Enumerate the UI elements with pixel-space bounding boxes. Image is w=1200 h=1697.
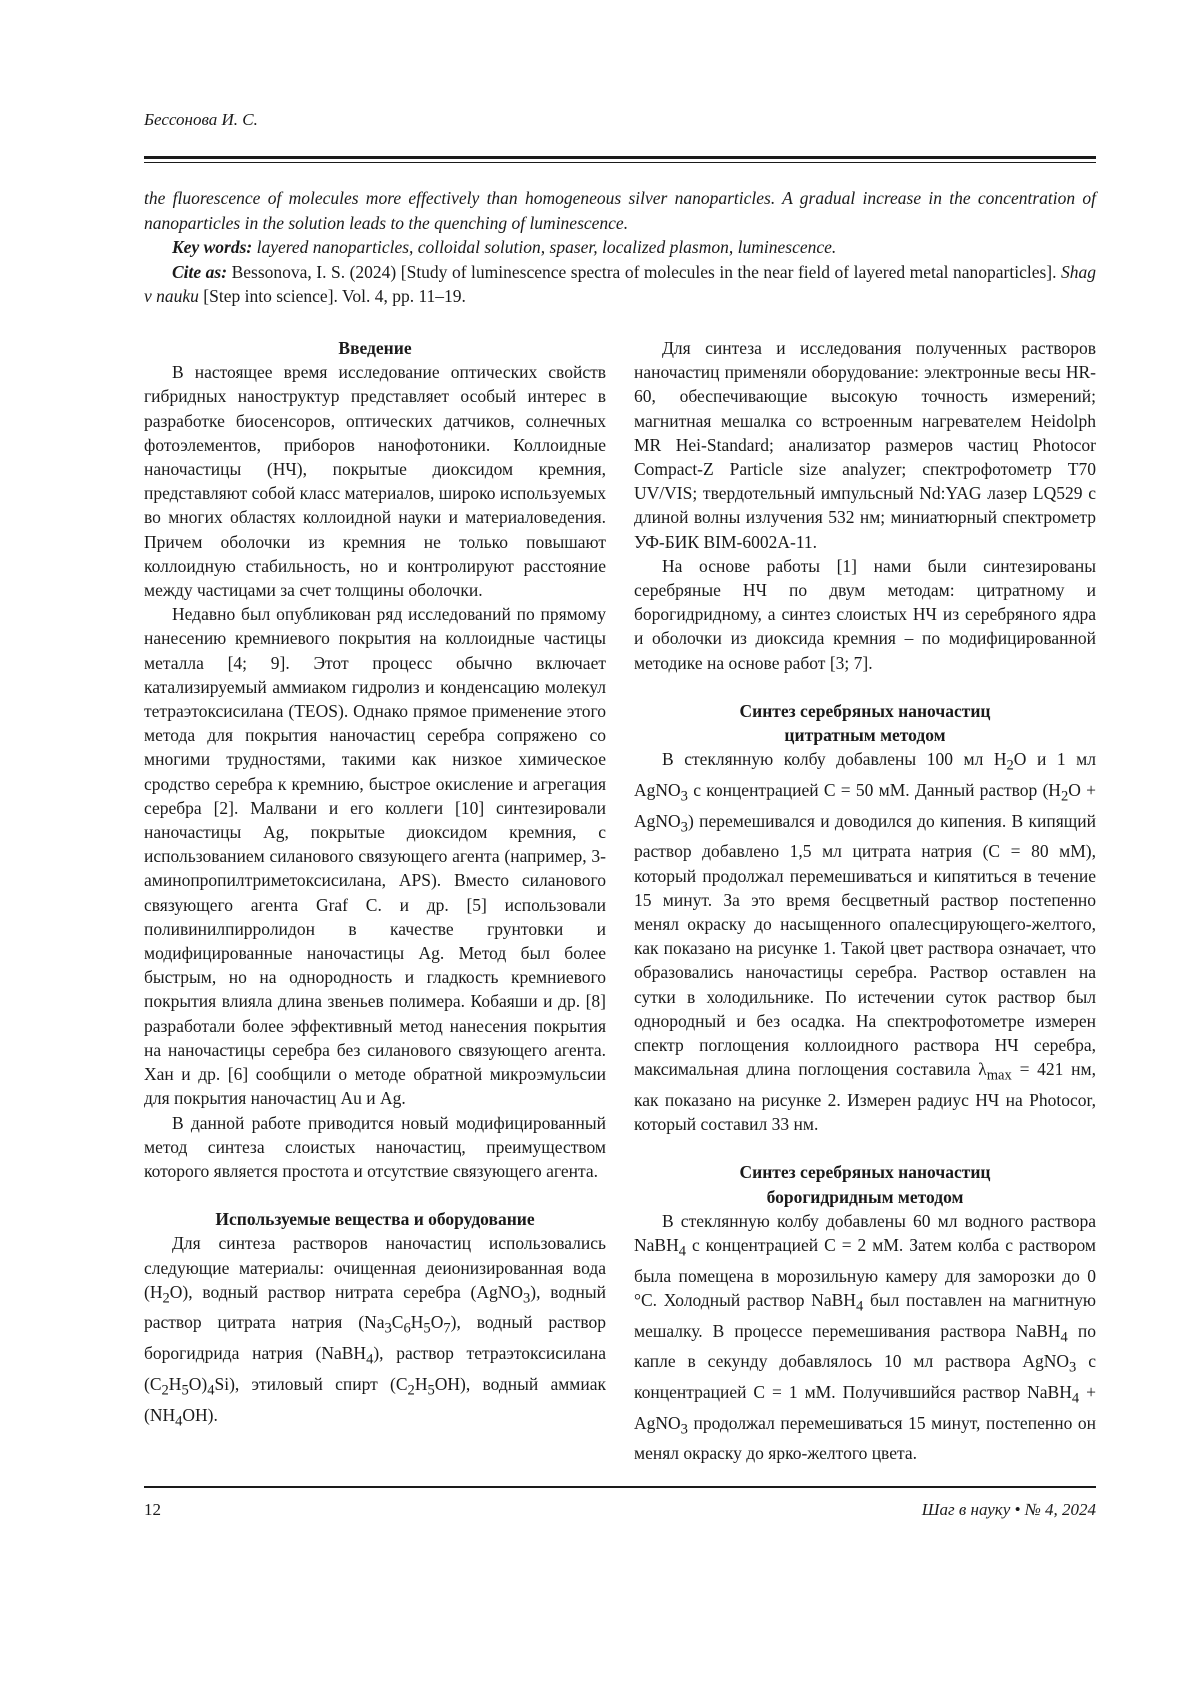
heading-borohydride-method: Синтез серебряных наночастиц борогидридным методом — [739, 1162, 991, 1207]
left-column — [144, 336, 606, 1433]
running-header-author: Бессонова И. С. — [144, 110, 258, 129]
abstract-block — [144, 186, 1096, 309]
cite-part1: Bessonova, I. S. (2024) [Study of luminescence spectra of molecules in the near field of layered metal nanoparticles]. — [231, 261, 1057, 282]
page-number: 12 — [144, 1500, 161, 1519]
keywords — [144, 235, 1096, 260]
cite-part2: [Step into science]. Vol. 4, pp. 11–19. — [203, 286, 466, 306]
footer-rule — [144, 1486, 1096, 1488]
heading-introduction: Введение — [338, 338, 412, 358]
materials-paragraph-3: На основе работы [1] нами были синтезированы серебряные НЧ по двум методам: цитратному и борогидридному, а синтез слоистых НЧ из серебряного ядра и оболочки из диоксида кремния – по модифицированной методике на основе работ [3; 7]. — [634, 555, 1096, 673]
citrate-paragraph: В стеклянную колбу добавлены 100 мл $H_2O$ и 1 мл AgNO$_3$ с концентрацией C = 50 мМ. Данный раствор ($H_2O$ + AgNO$_3$) перемешивался и доводился до кипения. В кипящий раствор добавлено 1,5 мл цитрата натрия (C = 80 мМ), который продолжал перемешиваться и кипятиться в течение 15 минут. За это время бесцветный раствор постепенно менял окраску до насыщенного опалесцирующего-желтого, как показано на рисунке 1. Такой цвет раствора означает, что образовались наночастицы серебра. Раствор оставлен на сутки в холодильнике. По истечении суток раствор был однородный и без осадка. На спектрофотометре измерен спектр поглощения коллоидного раствора НЧ серебра, максимальная длина поглощения составила $\lambda_{max} = 421$ нм, как показано на рисунке 2. Измерен радиус НЧ на Photocor, который составил 33 нм. — [634, 749, 1096, 1135]
borohydride-paragraph: В стеклянную колбу добавлены 60 мл водного раствора NaBH$_4$ с концентрацией C = 2 мМ. Затем колба с раствором была помещена в морозильную камеру для заморозки до 0 °C. Холодный раствор NaBH$_4$ был поставлен на магнитную мешалку. В процессе перемешивания раствора NaBH$_4$ по капле в секунду добавлялось 10 мл раствора AgNO$_3$ с концентрацией C = 1 мМ. Получившийся раствор NaBH$_4$ + AgNO$_3$ продолжал перемешиваться 15 минут, постепенно он менял окраску до ярко-желтого цвета. — [634, 1210, 1097, 1464]
journal-info: Шаг в науку • № 4, 2024 — [921, 1500, 1096, 1519]
materials-paragraph-2: Для синтеза и исследования полученных растворов наночастиц применяли оборудование: электронные весы HR-60, обеспечивающие высокую точность измерений; магнитная мешалка со встроенным нагревателем Heidolph MR Hei-Standard; анализатор размеров частиц Photocor Compact-Z Particle size analyzer; спектрофотометр T70 UV/VIS; твердотельный импульсный Nd:YAG лазер LQ529 с длиной волны излучения 532 нм; миниатюрный спектрометр УФ-БИК BIM-6002A-11. — [634, 338, 1096, 552]
keywords-text: layered nanoparticles, colloidal solution, spaser, localized plasmon, luminescence. — [256, 237, 837, 257]
citation — [144, 260, 1096, 309]
cite-journal: Shag v nauku — [144, 261, 1097, 306]
cite-label: Cite as: — [172, 261, 228, 282]
heading-citrate-method: Синтез серебряных наночастиц цитратным методом — [739, 700, 991, 746]
right-column — [634, 336, 1096, 1466]
abstract-text-end: the fluorescence of molecules more effectively than homogeneous silver nanoparticles. A gradual increase in the concentration of nanoparticles in the solution leads to the quenching of luminescence. — [144, 188, 1096, 233]
keywords-label: Key words: — [172, 237, 253, 257]
intro-paragraph-2: Недавно был опубликован ряд исследований по прямому нанесению кремниевого покрытия на коллоидные частицы металла [4; 9]. Этот процесс обычно включает катализируемый аммиаком гидролиз и конденсацию молекул тетраэтоксисилана (TEOS). Однако прямое применение этого метода для покрытия наночастиц серебра сопряжено со многими трудностями, такими как низкое химическое сродство серебра к кремнию, быстрое окисление и агрегация серебра [2]. Малвани и его коллеги [10] синтезировали наночастицы Ag, покрытые диоксидом кремния, с использованием силанового связующего агента (например, 3-аминопропилтриметоксисилана, APS). Вместо силанового связующего агента Graf C. и др. [5] использовали поливинилпирролидон в качестве грунтовки и модифицированные наночастицы Ag. Метод был более быстрым, но на однородность и гладкость кремниевого покрытия влияла длина звеньев полимера. Кобаяши и др. [8] разработали более эффективный метод нанесения покрытия на наночастицы серебра без силанового связующего агента. Хан и др. [6] сообщили о методе обратной микроэмульсии для покрытия наночастиц Au и Ag. — [144, 604, 606, 1109]
header-rule-thin — [144, 162, 1096, 163]
materials-paragraph-1: Для синтеза растворов наночастиц использовались следующие материалы: очищенная деионизированная вода $(H_2O)$, водный раствор нитрата серебра (AgNO$_3$), водный раствор цитрата натрия $(Na_3C_6H_5O_7)$, водный раствор борогидрида натрия (NaBH$_4$), раствор тетраэтоксисилана $(C_2H_5O)_4Si$), этиловый спирт $(C_2H_5OH)$, водный аммиак $(NH_4OH)$. — [144, 1233, 606, 1430]
header-rule — [144, 156, 1096, 159]
heading-materials: Используемые вещества и оборудование — [215, 1209, 535, 1230]
intro-paragraph-1: В настоящее время исследование оптических свойств гибридных наноструктур представляет особый интерес в разработке биосенсоров, оптических датчиков, солнечных фотоэлементов, приборов нанофотоники. Коллоидные наночастицы (НЧ), покрытые диоксидом кремния, представляют собой класс материалов, широко используемых во многих областях коллоидной науки и материаловедения. Причем оболочки из кремния не только повышают коллоидную стабильность, но и контролируют расстояние между частицами за счет толщины оболочки. — [144, 362, 606, 601]
intro-paragraph-3: В данной работе приводится новый модифицированный метод синтеза слоистых наночастиц, преимуществом которого является простота и отсутствие связующего агента. — [144, 1112, 606, 1181]
